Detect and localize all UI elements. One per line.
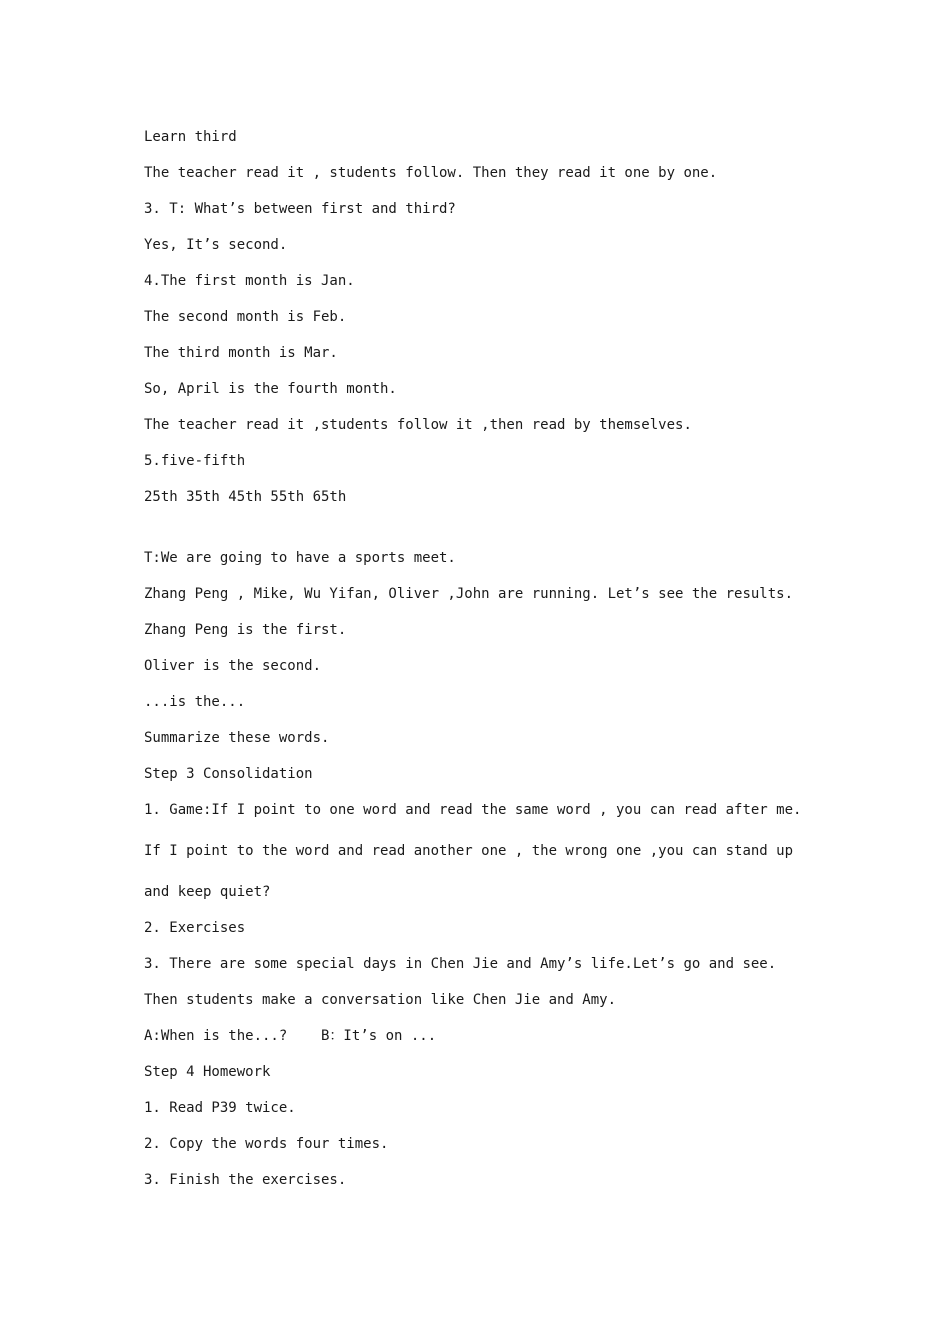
text-line: Learn third [144,129,237,145]
text-line: The teacher read it , students follow. Then they read it one by one. [144,165,718,181]
section-heading: Step 4 Homework [144,1064,271,1080]
text-line: So, April is the fourth month. [144,381,397,397]
text-line: Then students make a conversation like Chen Jie and Amy. [144,992,617,1008]
text-line: Oliver is the second. [144,658,322,674]
text-line: ...is the... [144,694,246,710]
text-line: The third month is Mar. [144,345,338,361]
section-heading: Step 3 Consolidation [144,766,313,782]
text-line: 3. There are some special days in Chen Jie and Amy’s life.Let’s go and see. [144,956,777,972]
text-line: 3. Finish the exercises. [144,1172,347,1188]
text-line: The second month is Feb. [144,309,347,325]
text-line: 5.five-fifth [144,453,246,469]
text-line: 2. Copy the words four times. [144,1136,389,1152]
text-line: The teacher read it ,students follow it ,then read by themselves. [144,417,692,433]
text-line: 1. Read P39 twice. [144,1100,296,1116]
text-line: 25th 35th 45th 55th 65th [144,489,347,505]
text-line: Yes, It’s second. [144,237,288,253]
text-line: and keep quiet? [144,884,271,900]
text-line: Zhang Peng , Mike, Wu Yifan, Oliver ,John are running. Let’s see the results. [144,586,794,602]
text-line: A:When is the...? B：It’s on ... [144,1028,437,1044]
text-line: 3. T: What’s between first and third? [144,201,456,217]
text-line: 2. Exercises [144,920,246,936]
text-line: Zhang Peng is the first. [144,622,347,638]
text-line: 1. Game:If I point to one word and read the same word , you can read after me. [144,802,802,818]
text-line: T:We are going to have a sports meet. [144,550,456,566]
text-line: Summarize these words. [144,730,330,746]
text-line: 4.The first month is Jan. [144,273,355,289]
text-line: If I point to the word and read another one , the wrong one ,you can stand up [144,843,794,859]
